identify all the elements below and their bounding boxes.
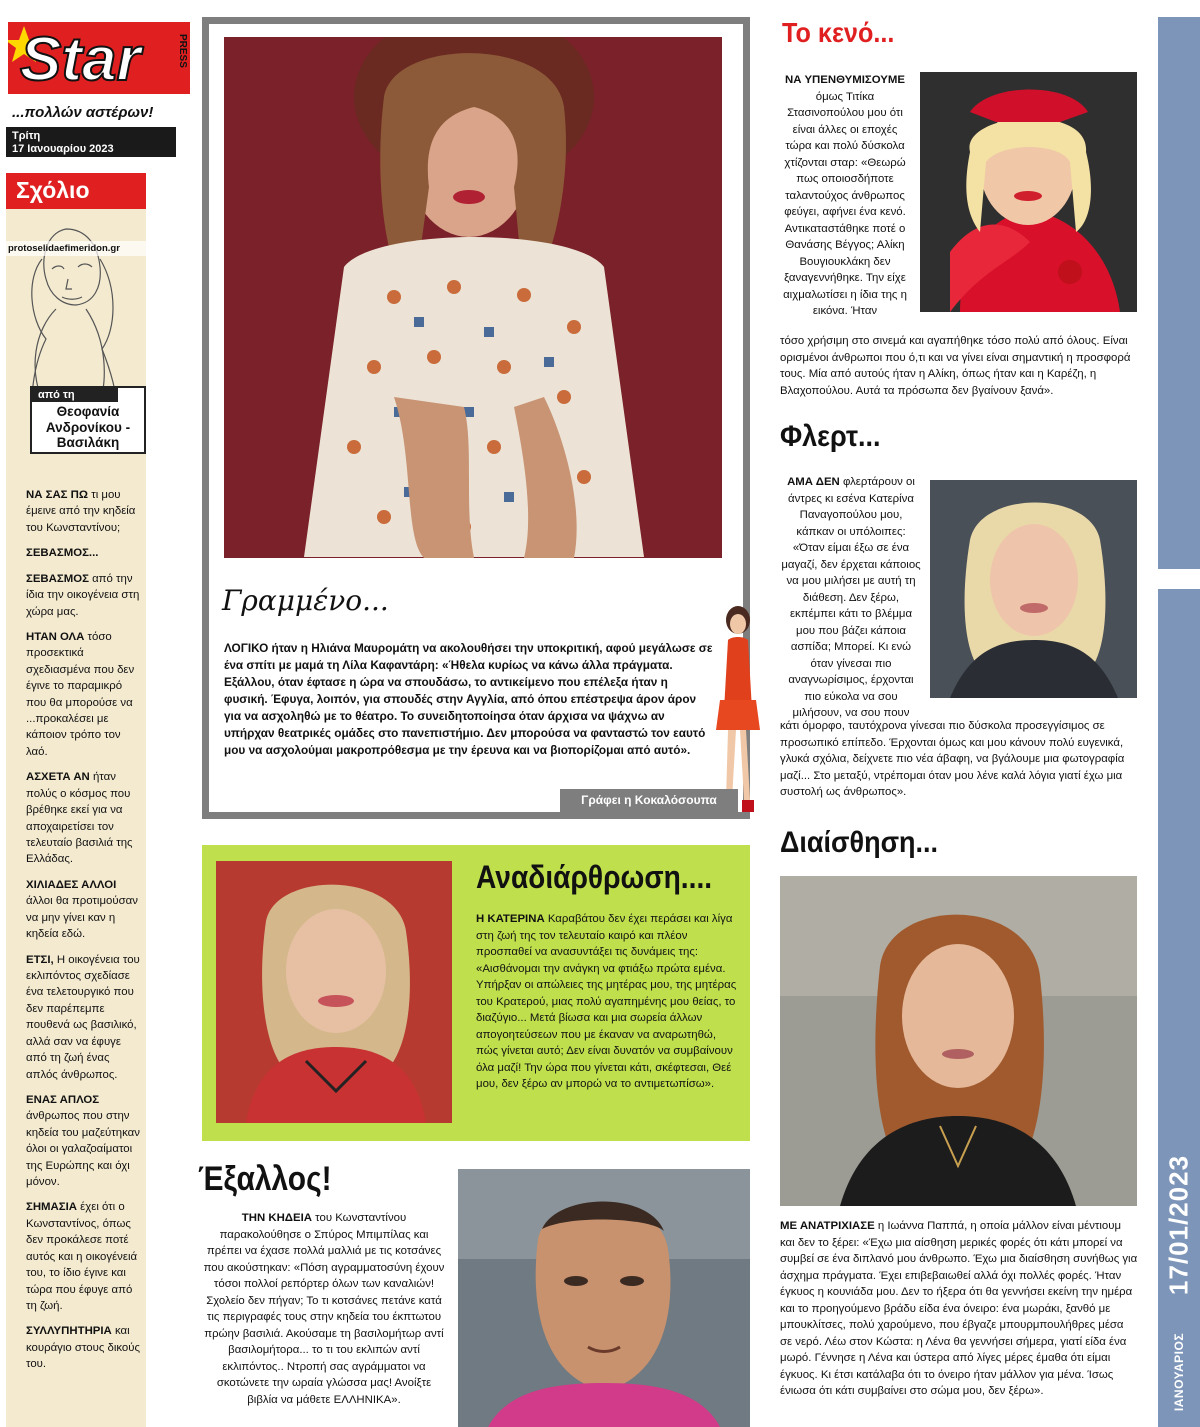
comment-paragraph: ΣΕΒΑΣΜΟΣ από την ίδια την οικογένεια στη χώρα μας. bbox=[26, 572, 140, 618]
comment-paragraph: ΣΕΒΑΣΜΟΣ... bbox=[26, 547, 99, 560]
diaisthisi-heading: Διαίσθηση... bbox=[780, 826, 939, 859]
date-bar bbox=[6, 127, 176, 157]
star-press-logo bbox=[8, 18, 190, 98]
byline-author: Θεοφανία Ανδρονίκου - Βασιλάκη bbox=[45, 404, 131, 451]
ioanna-pappa-photo bbox=[780, 876, 1137, 1206]
grammeno-caption: Γράφει η Κοκαλόσουπα bbox=[560, 789, 738, 813]
iliana-mavromati-photo bbox=[224, 37, 722, 558]
keno-article-bottom bbox=[780, 333, 1138, 399]
comment-paragraph: ΕΝΑΣ ΑΠΛΟΣ άνθρωπος που στην κηδεία του μαζεύτηκαν όλοι οι γαλαζοαίματοι της Ευρώπης και όχι μόνον. bbox=[26, 1093, 140, 1189]
flert-article-bottom bbox=[780, 718, 1138, 801]
comment-column bbox=[6, 457, 146, 1427]
diaisthisi-paragraph: ΜΕ ΑΝΑΤΡΙΧΙΑΣΕ η Ιωάννα Παππά, η οποία μάλλον είναι μέντιουμ και δεν το ξέρει: «Έχω μια αίσθηση μερικές φορές ότι κάτι μπορεί να συμβεί σε ένα διπλανό μου άνθρωπο. Έχω μια διαίσθηση συνήθως για άσχημα πράγματα. Έχει επιβεβαιωθεί αλλά όχι πολλές φορές. Ήταν έγκυος η κουνιάδα μου. Δεν το ήξερα ότι θα γεννήσει εκείνη την ημέρα και το προηγούμενο βράδυ είδα ένα όνειρο: ένα μωράκι, ξανθό με μπουκλίτσες, πολύ χαρούμενο, που έβγαζε μπουρμπουλήθρες μέσα σε νερό. Λέω στον Κώστα: η Λένα θα γεννήσει σήμερα, γιατί είδα ένα μωρό. Γέννησε η Λένα και ύστερα από λίγες μέρες έμαθα ότι είμαι έγκυος. Κι έτσι κατάλαβα ότι το όνειρο ήταν μάλλον για μένα. Ίσως ένιωσα ότι κάτι συμβαίνει στο σώμα μου, δεν ξέρω». bbox=[780, 1220, 1138, 1398]
tagline: ...πολλών αστέρων! bbox=[12, 104, 154, 121]
keno-paragraph: ΝΑ ΥΠΕΝΘΥΜΙΣΟΥΜΕ όμως Τιτίκα Στασινοπούλου μου ότι είναι άλλες οι εποχές τώρα και πολύ δύσκολα χτίζονται σταρ: «Θεωρώ πως οποιοσδήποτε ταλαντούχος άνθρωπος φεύγει, αφήνει ένα κενό. Αντικαταστάθηκε ποτέ ο Θανάσης Βέγγος; Αλίκη Βουγιουκλάκη δεν ξαναγεννήθηκε. Την είχε αιχμαλωτίσει η ίδια της η εικόνα. Ήταν bbox=[783, 74, 907, 318]
exallos-article bbox=[202, 1210, 446, 1408]
grammeno-paragraph: ΛΟΓΙΚΟ ήταν η Ηλιάνα Μαυρομάτη να ακολουθήσει την υποκριτική, αφού μεγάλωσε σε ένα σπίτι με μαμά τη Λίλα Καφαντάρη: «Ήθελα κυρίως να κάνω άλλα πράγματα. Εξάλλου, όταν έφτασε η ώρα να σπουδάσω, το αντικείμενο που επέλεξα ήταν η φυσική. Έφυγα, λοιπόν, για σπουδές στην Αγγλία, από όπου επέστρεψα άρον άρον για να ασχοληθώ με το θέατρο. Το συνειδητοποίησα όταν άρχισα να ψάχνω αν υπήρχαν θεατρικές ομάδες στο πανεπιστήμιο. Δεν μπορούσα να φανταστώ τον εαυτό μου να ασχολούμαι μακροπρόθεσμα με την έρευνα και να βιοπορίζομαι από αυτό». bbox=[224, 641, 713, 757]
grammeno-article bbox=[224, 640, 714, 759]
site-watermark: protoselidaefimeridon.gr bbox=[6, 241, 146, 256]
exallos-heading: Έξαλλος! bbox=[198, 1160, 332, 1198]
byline-tag: από τη bbox=[32, 388, 118, 402]
anadiarthrosi-heading: Αναδιάρθρωση.... bbox=[476, 859, 713, 895]
katerina-karavatou-photo bbox=[216, 861, 452, 1123]
flert-paragraph-continued: κάτι όμορφο, ταυτόχρονα γίνεσαι πιο δύσκολα προσεγγίσιμος σε προσωπικό επίπεδο. Έρχονται όμως και μου κάνουν πολύ ευγενικά, γλυκά σχόλια, δείχνετε πιο νέα άβαφη, να βγάλουμε μια φωτογραφία μαζί... Στο μεταξύ, ντρέπομαι όταν μου λένε καλά λόγια γιατί έχω μια συστολή ως άνθρωπος». bbox=[780, 720, 1125, 799]
comment-section-header: Σχόλιο bbox=[6, 173, 146, 209]
comment-paragraph: ΣΥΛΛΥΠΗΤΗΡΙΑ και κουράγιο στους δικούς του. bbox=[26, 1325, 140, 1371]
flert-article-top bbox=[780, 474, 922, 722]
spyros-bibilas-photo bbox=[458, 1169, 750, 1427]
anadiarthrosi-paragraph: Η ΚΑΤΕΡΙΝΑ Καραβάτου δεν έχει περάσει και λίγα στη ζωή της τον τελευταίο καιρό και πλέον προσπαθεί να ανασυντάξει τις δυνάμεις της: «Αισθάνομαι την ανάγκη να φτιάξω πρώτα εμένα. Υπήρξαν οι απώλειες της μητέρας μου, της μητέρας του Κρατερού, μιας πολύ αγαπημένης μου θείας, το διαζύγιο... Μετά βίωσα και μια σωρεία άλλων απογοητεύσεων που με έκαναν να αναρωτηθώ, πώς γίνεται αυτό; Δεν είναι δυνατόν να συμβαίνουν όλα μαζί! Την ώρα που γίνεται κάτι, σκέφτεσαι, Θεέ μου, δεν ξέρω αν μπορώ να το αντιμετωπίσω». bbox=[476, 913, 737, 1091]
comment-paragraph: ΑΣΧΕΤΑ ΑΝ ήταν πολύς ο κόσμος που βρέθηκε εκεί για να αποχαιρετίσει τον τελευταίο βασιλιά της Ελλάδας. bbox=[26, 771, 133, 866]
logo-wordmark: Star bbox=[20, 25, 141, 94]
comment-paragraph: ΝΑ ΣΑΣ ΠΩ τι μου έμεινε από την κηδεία του Κωνσταντίνου; bbox=[26, 489, 136, 534]
titika-stasinopoulou-photo bbox=[920, 72, 1137, 312]
side-tab-month: ΙΑΝΟΥΑΡΙΟΣ bbox=[1172, 1332, 1186, 1412]
flert-paragraph: ΑΜΑ ΔΕΝ φλερτάρουν οι άντρες κι εσένα Κατερίνα Παναγοπούλου μου, κάπκαν οι υπόλοιπες: «Όταν είμαι έξω σε ένα μαγαζί, δεν έρχεται κάποιος να μου μιλήσει με αυτή τη διάθεση. Δεν ξέρω, εκπέμπει κάτι το βλέμμα μου που βάζει κάποια ασπίδα; Μπορεί. Κι ενώ όταν γίνεσαι πιο αναγνωρίσιμος, έρχονται πιο εύκολα να σου μιλήσουν, να σου πουν bbox=[781, 476, 921, 720]
logo-sub: PRESS bbox=[177, 34, 188, 68]
issue-day: Τρίτη bbox=[12, 130, 41, 142]
side-tab-top bbox=[1158, 17, 1200, 569]
keno-article-top bbox=[780, 72, 910, 320]
byline-box bbox=[30, 386, 146, 454]
anadiarthrosi-article bbox=[476, 911, 738, 1093]
exallos-paragraph: ΤΗΝ ΚΗΔΕΙΑ του Κωνσταντίνου παρακολούθησε ο Σπύρος Μπιμπίλας και πρέπει να έχασε πολλά μαλλιά με τις κοτσάνες που ακούστηκαν: «Πόση αγραμματοσύνη έχουν τόσοι πολλοί ρεπόρτερ όλων των καναλιών! Σχολείο δεν πήγαν; Το τι κοτσάνες πετάνε κατά τις περιγραφές τους στην κηδεία του έκπτωτου πρώην βασιλιά. Ακούσαμε τη βασιλομήτωρ αντί βασιλομήτορα... το τι του εκλιπών αντί εκλιπόντος.. Ντροπή σας αγράμματοι να σκοτώνετε την ωραία γλώσσα μας! Ανοίξτε βιβλία να μάθετε ΕΛΛΗΝΙΚΑ». bbox=[203, 1212, 445, 1406]
flert-heading: Φλερτ... bbox=[780, 420, 881, 453]
keno-paragraph-continued: τόσο χρήσιμη στο σινεμά και αγαπήθηκε τόσο πολύ από όλους. Είναι ορισμένοι άνθρωποι που ό,τι και να γίνει είναι σημαντική η προσφορά τους. Μία από αυτούς ήταν η Αλίκη, όπως ήταν και η Καρέζη, η Βλαχοπούλου. Αυτά τα πρόσωπα δεν βγαίνουν ξανά». bbox=[780, 335, 1131, 397]
grammeno-heading: Γραμμένο... bbox=[222, 584, 389, 617]
side-tab-date: 17/01/2023 bbox=[1163, 1154, 1194, 1296]
comment-paragraph: ΗΤΑΝ ΟΛΑ τόσο προσεκτικά σχεδιασμένα που δεν έγινε το παραμικρό που θα μπορούσε να ...προκαλέσει με κάποιον τρόπο τον λαό. bbox=[26, 630, 135, 758]
comment-paragraph: ΣΗΜΑΣΙΑ έχει ότι ο Κωνσταντίνος, όπως δεν προκάλεσε ποτέ αυτός και η οικογένειά του, το ίδιο έγινε και τώρα που έφυγε από τη ζωή. bbox=[26, 1201, 138, 1312]
katerina-panagopoulou-photo bbox=[930, 480, 1137, 698]
comment-paragraph: ΕΤΣΙ, Η οικογένεια του εκλιπόντος σχεδίασε ένα τελετουργικό που δεν παρέπεμπε πουθενά ως βασιλικό, αλλά σαν να έφυγε από τη ζωή ένας απλός άνθρωπος. bbox=[26, 953, 140, 1081]
diaisthisi-article bbox=[780, 1218, 1138, 1400]
issue-date: 17 Ιανουαρίου 2023 bbox=[12, 143, 114, 156]
keno-heading: Το κενό... bbox=[782, 17, 895, 48]
comment-paragraph: ΧΙΛΙΑΔΕΣ ΑΛΛΟΙ άλλοι θα προτιμούσαν να μην γίνει καν η κηδεία εδώ. bbox=[26, 878, 138, 941]
